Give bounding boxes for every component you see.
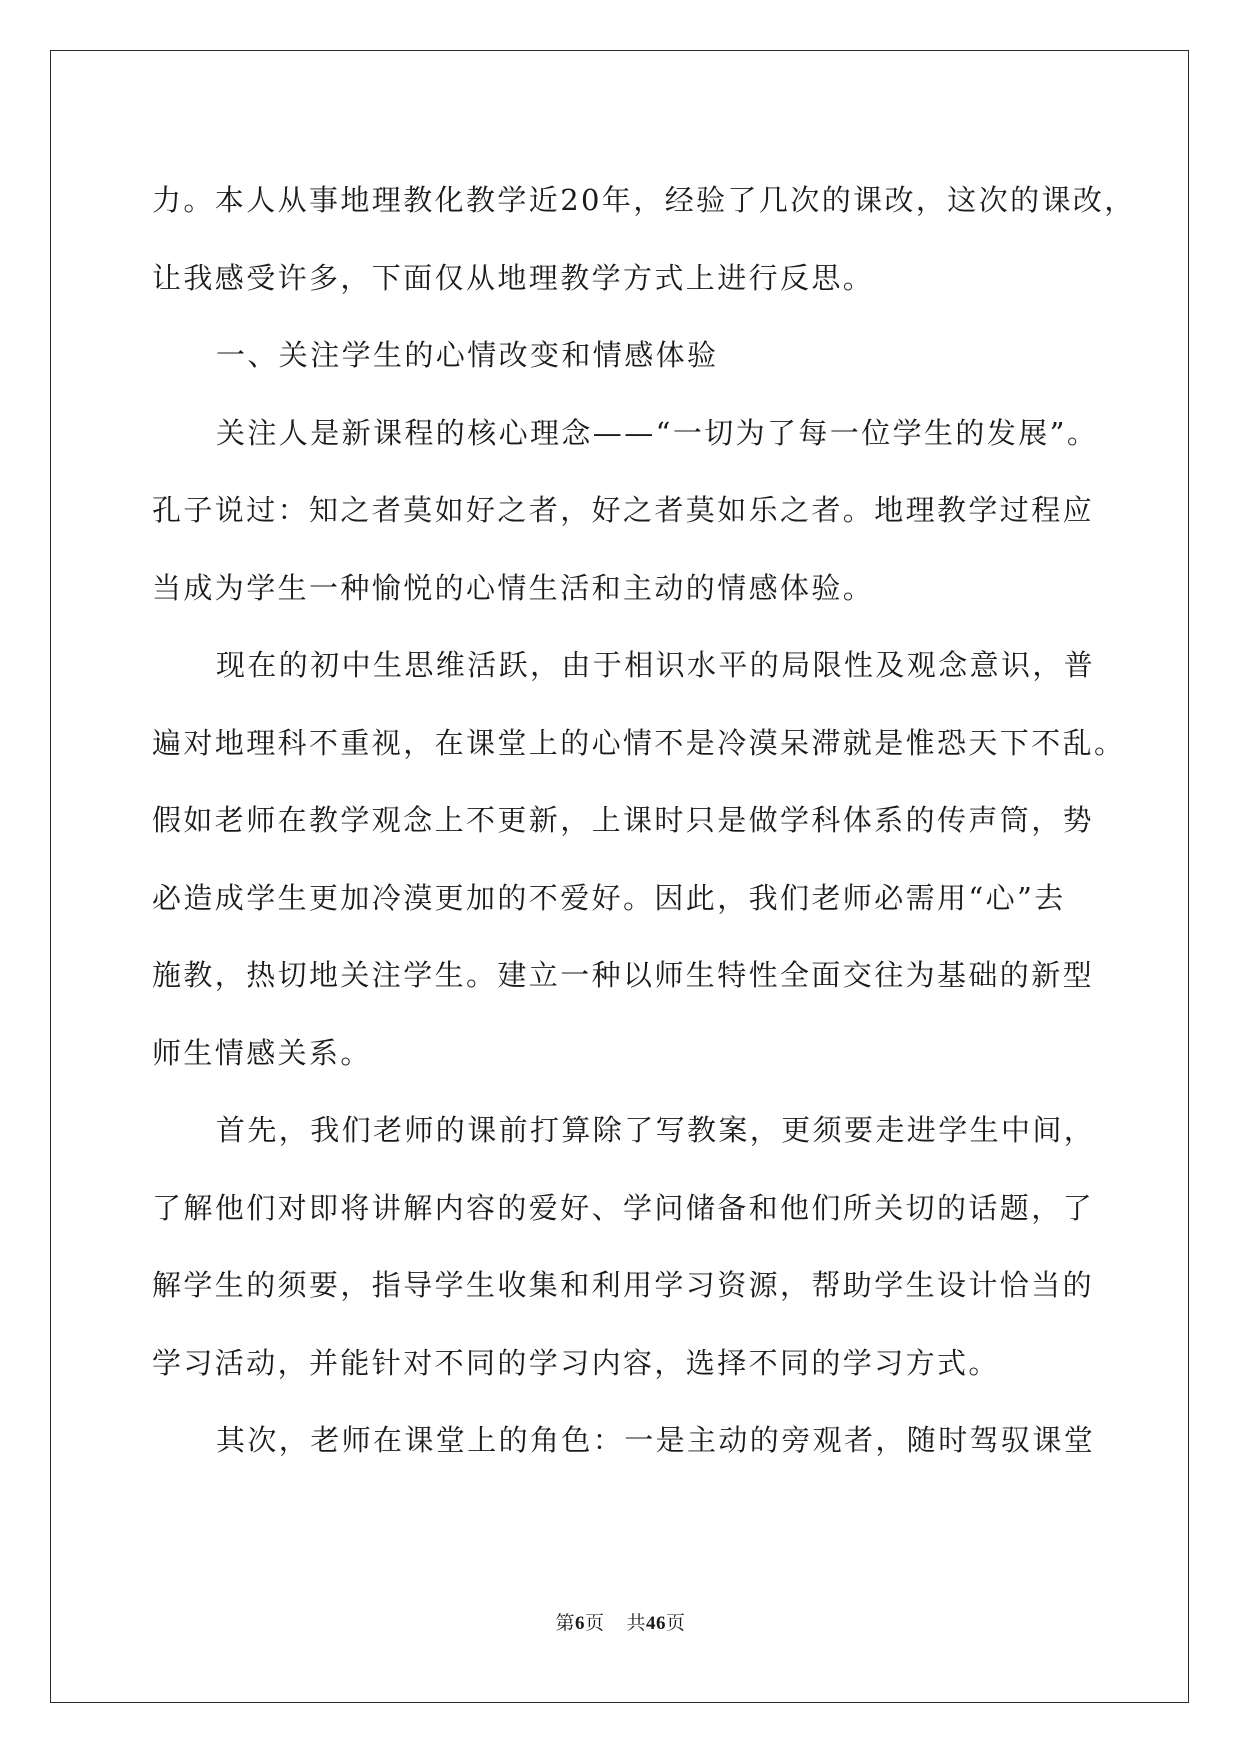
text-line: 现在的初中生思维活跃，由于相识水平的局限性及观念意识，普 (216, 648, 1096, 682)
section-heading: 一、关注学生的心情改变和情感体验 (216, 338, 719, 372)
total-suffix: 页 (666, 1613, 686, 1634)
text-line: 让我感受许多，下面仅从地理教学方式上进行反思。 (152, 260, 875, 295)
total-pages: 46 (646, 1613, 667, 1634)
page-suffix: 页 (584, 1613, 605, 1634)
document-body (152, 162, 1136, 1480)
text-line: 孔子说过：知之者莫如好之者，好之者莫如乐之者。地理教学过程应 (152, 493, 1095, 527)
text-line: 学习活动，并能针对不同的学习内容，选择不同的学习方式。 (152, 1345, 1000, 1380)
text-line: 师生情感关系。 (152, 1035, 372, 1070)
text-line: 施教，热切地关注学生。建立一种以师生特性全面交往为基础的新型 (152, 958, 1095, 992)
text-line: 了解他们对即将讲解内容的爱好、学问储备和他们所关切的话题，了 (152, 1190, 1095, 1225)
text-line: 当成为学生一种愉悦的心情生活和主动的情感体验。 (152, 570, 875, 605)
text-line: 其次，老师在课堂上的角色：一是主动的旁观者，随时驾驭课堂 (216, 1423, 1096, 1457)
total-prefix: 共 (626, 1613, 647, 1634)
page-footer (0, 1608, 1241, 1635)
text-line: 力。本人从事地理教化教学近20年，经验了几次的课改，这次的课改， (152, 183, 1136, 217)
text-line: 必造成学生更加冷漠更加的不爱好。因此，我们老师必需用“心”去 (152, 880, 1066, 915)
page-number: 6 (574, 1613, 585, 1634)
text-line: 解学生的须要，指导学生收集和利用学习资源，帮助学生设计恰当的 (152, 1268, 1095, 1302)
text-line: 首先，我们老师的课前打算除了写教案，更须要走进学生中间， (216, 1113, 1096, 1147)
page-prefix: 第 (555, 1613, 575, 1634)
text-line: 遍对地理科不重视，在课堂上的心情不是冷漠呆滞就是惟恐天下不乱。 (152, 725, 1126, 760)
text-line: 假如老师在教学观念上不更新，上课时只是做学科体系的传声筒，势 (152, 803, 1095, 837)
text-line: 关注人是新课程的核心理念——“一切为了每一位学生的发展”。 (216, 415, 1099, 450)
